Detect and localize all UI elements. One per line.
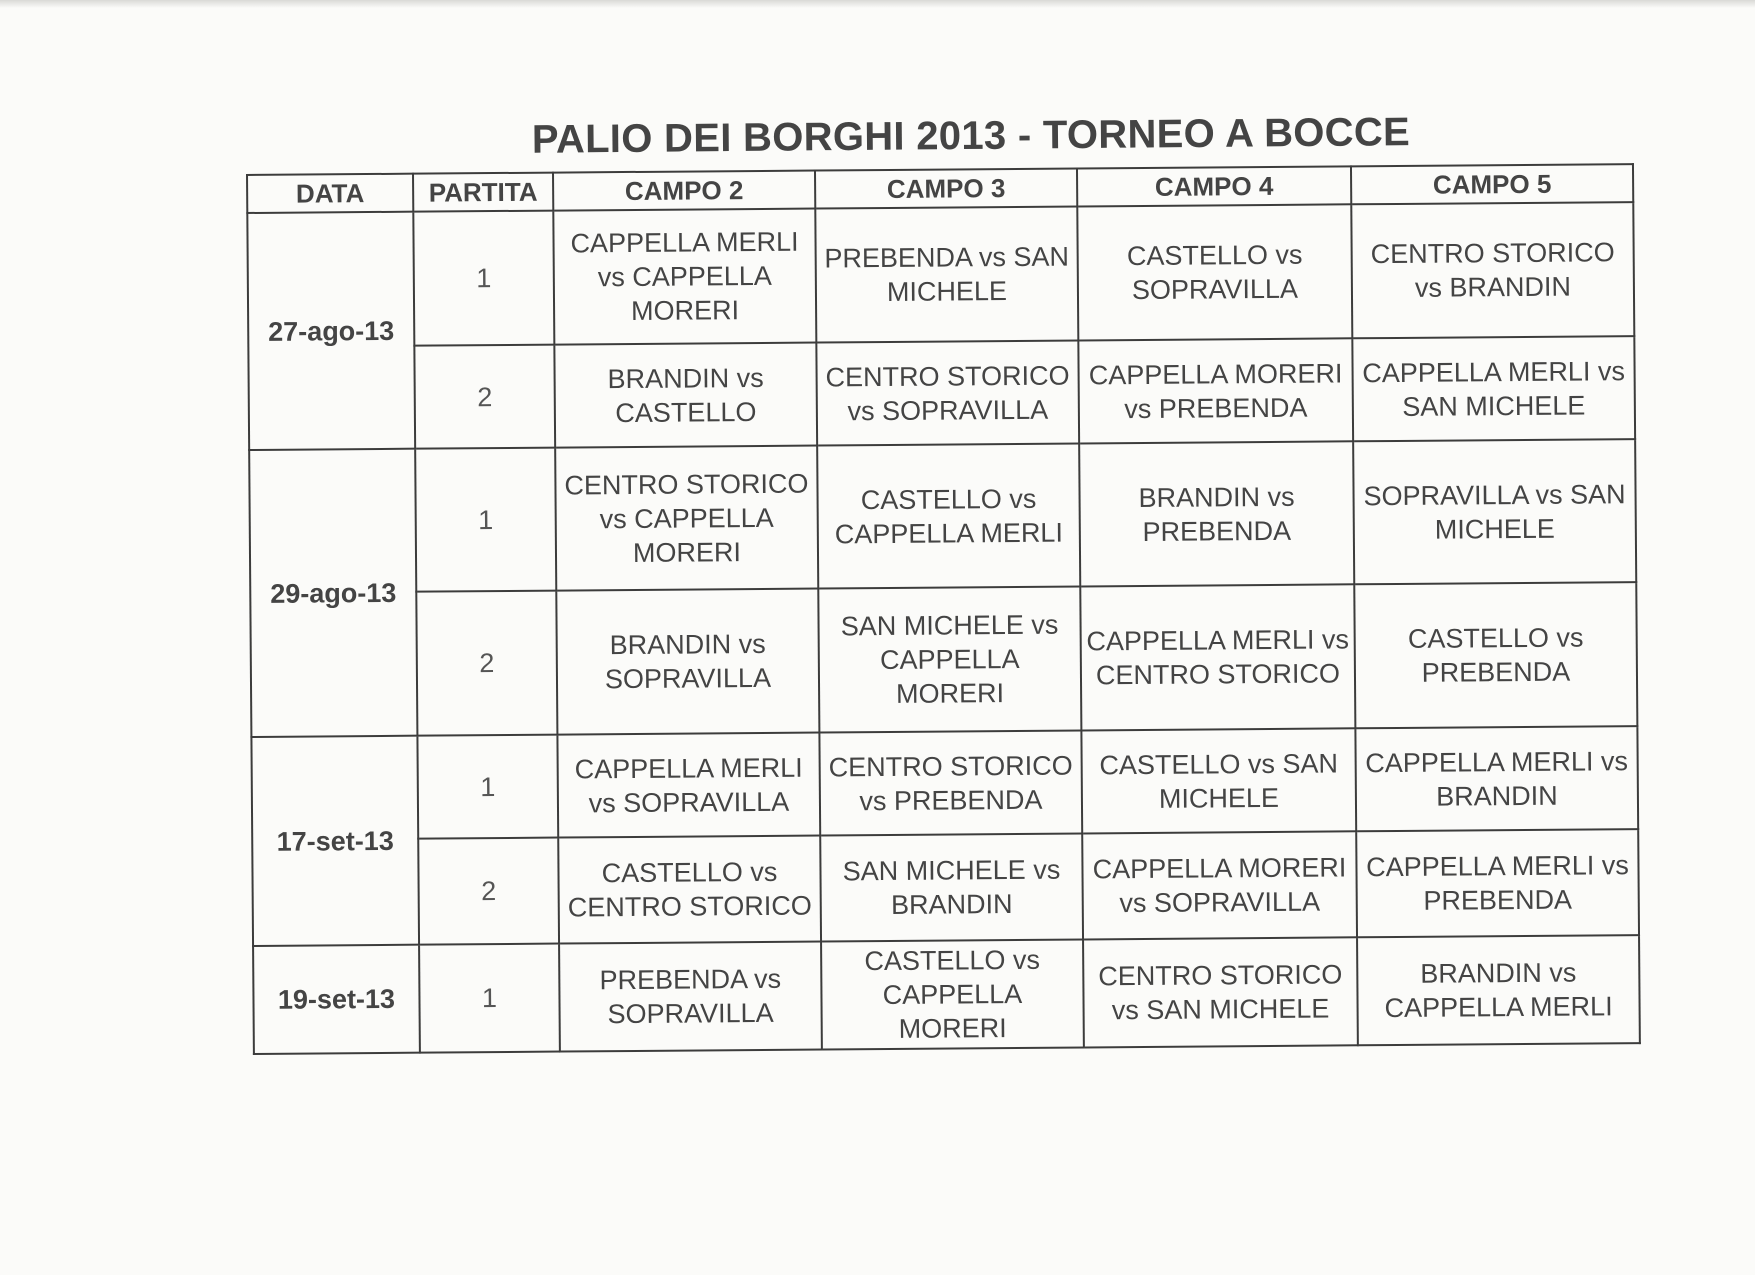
campo-4-match-cell: CAPPELLA MERLI vs CENTRO STORICO bbox=[1080, 584, 1355, 730]
campo-3-match-cell: CENTRO STORICO vs SOPRAVILLA bbox=[816, 340, 1079, 445]
table-row bbox=[252, 829, 1639, 946]
header-match: PARTITA bbox=[413, 173, 553, 212]
match-number-cell: 1 bbox=[419, 944, 560, 1053]
campo-2-match-cell: CASTELLO vs CENTRO STORICO bbox=[558, 836, 821, 944]
campo-3-match-cell: CENTRO STORICO vs PREBENDA bbox=[819, 730, 1082, 835]
campo-4-match-cell: CASTELLO vs SAN MICHELE bbox=[1081, 728, 1356, 833]
scan-edge bbox=[0, 0, 1755, 8]
table-row bbox=[250, 582, 1637, 737]
campo-3-match-cell: SAN MICHELE vs CAPPELLA MORERI bbox=[818, 586, 1081, 732]
campo-2-match-cell: CENTRO STORICO vs CAPPELLA MORERI bbox=[555, 446, 818, 591]
header-campo-4: CAMPO 4 bbox=[1077, 166, 1351, 206]
match-number-cell: 1 bbox=[415, 448, 556, 592]
date-cell: 17-set-13 bbox=[251, 736, 419, 946]
date-cell: 19-set-13 bbox=[253, 945, 420, 1054]
campo-3-match-cell: SAN MICHELE vs BRANDIN bbox=[820, 833, 1083, 941]
match-number-cell: 1 bbox=[413, 211, 554, 346]
campo-2-match-cell: BRANDIN vs SOPRAVILLA bbox=[556, 589, 819, 735]
match-number-cell: 1 bbox=[417, 735, 558, 839]
campo-2-match-cell: CAPPELLA MERLI vs CAPPELLA MORERI bbox=[553, 209, 816, 345]
campo-4-match-cell: CENTRO STORICO vs SAN MICHELE bbox=[1083, 937, 1358, 1047]
campo-3-match-cell: CASTELLO vs CAPPELLA MERLI bbox=[817, 443, 1080, 588]
campo-4-match-cell: CAPPELLA MORERI vs PREBENDA bbox=[1078, 338, 1353, 443]
date-cell: 27-ago-13 bbox=[247, 212, 415, 450]
campo-4-match-cell: BRANDIN vs PREBENDA bbox=[1079, 441, 1354, 586]
campo-2-match-cell: CAPPELLA MERLI vs SOPRAVILLA bbox=[557, 733, 820, 838]
date-cell: 29-ago-13 bbox=[249, 449, 417, 737]
campo-5-match-cell: CENTRO STORICO vs BRANDIN bbox=[1351, 202, 1634, 338]
header-campo-3: CAMPO 3 bbox=[815, 168, 1077, 208]
header-campo-5: CAMPO 5 bbox=[1351, 164, 1633, 204]
campo-4-match-cell: CAPPELLA MORERI vs SOPRAVILLA bbox=[1082, 831, 1357, 939]
table-row bbox=[253, 935, 1640, 1054]
match-number-cell: 2 bbox=[414, 345, 555, 449]
campo-2-match-cell: BRANDIN vs CASTELLO bbox=[554, 343, 817, 448]
match-number-cell: 2 bbox=[418, 838, 559, 945]
campo-3-match-cell: PREBENDA vs SAN MICHELE bbox=[815, 206, 1078, 342]
campo-5-match-cell: CAPPELLA MERLI vs PREBENDA bbox=[1356, 829, 1639, 937]
header-campo-2: CAMPO 2 bbox=[553, 171, 815, 211]
table-row bbox=[247, 202, 1634, 347]
match-number-cell: 2 bbox=[416, 591, 557, 736]
table-row bbox=[249, 439, 1636, 593]
table-row bbox=[251, 726, 1638, 840]
campo-2-match-cell: PREBENDA vs SOPRAVILLA bbox=[559, 942, 822, 1052]
campo-3-match-cell: CASTELLO vs CAPPELLA MORERI bbox=[821, 939, 1084, 1049]
table-row bbox=[248, 336, 1635, 450]
campo-5-match-cell: CAPPELLA MERLI vs SAN MICHELE bbox=[1352, 336, 1635, 441]
schedule-table-wrapper bbox=[246, 163, 1641, 1055]
document-title: PALIO DEI BORGHI 2013 - TORNEO A BOCCE bbox=[531, 110, 1411, 162]
campo-4-match-cell: CASTELLO vs SOPRAVILLA bbox=[1077, 204, 1352, 340]
campo-5-match-cell: CAPPELLA MERLI vs BRANDIN bbox=[1355, 726, 1638, 831]
header-date: DATA bbox=[247, 174, 413, 213]
campo-5-match-cell: BRANDIN vs CAPPELLA MERLI bbox=[1357, 935, 1640, 1045]
campo-5-match-cell: CASTELLO vs PREBENDA bbox=[1354, 582, 1637, 728]
campo-5-match-cell: SOPRAVILLA vs SAN MICHELE bbox=[1353, 439, 1636, 584]
schedule-table bbox=[246, 163, 1641, 1055]
